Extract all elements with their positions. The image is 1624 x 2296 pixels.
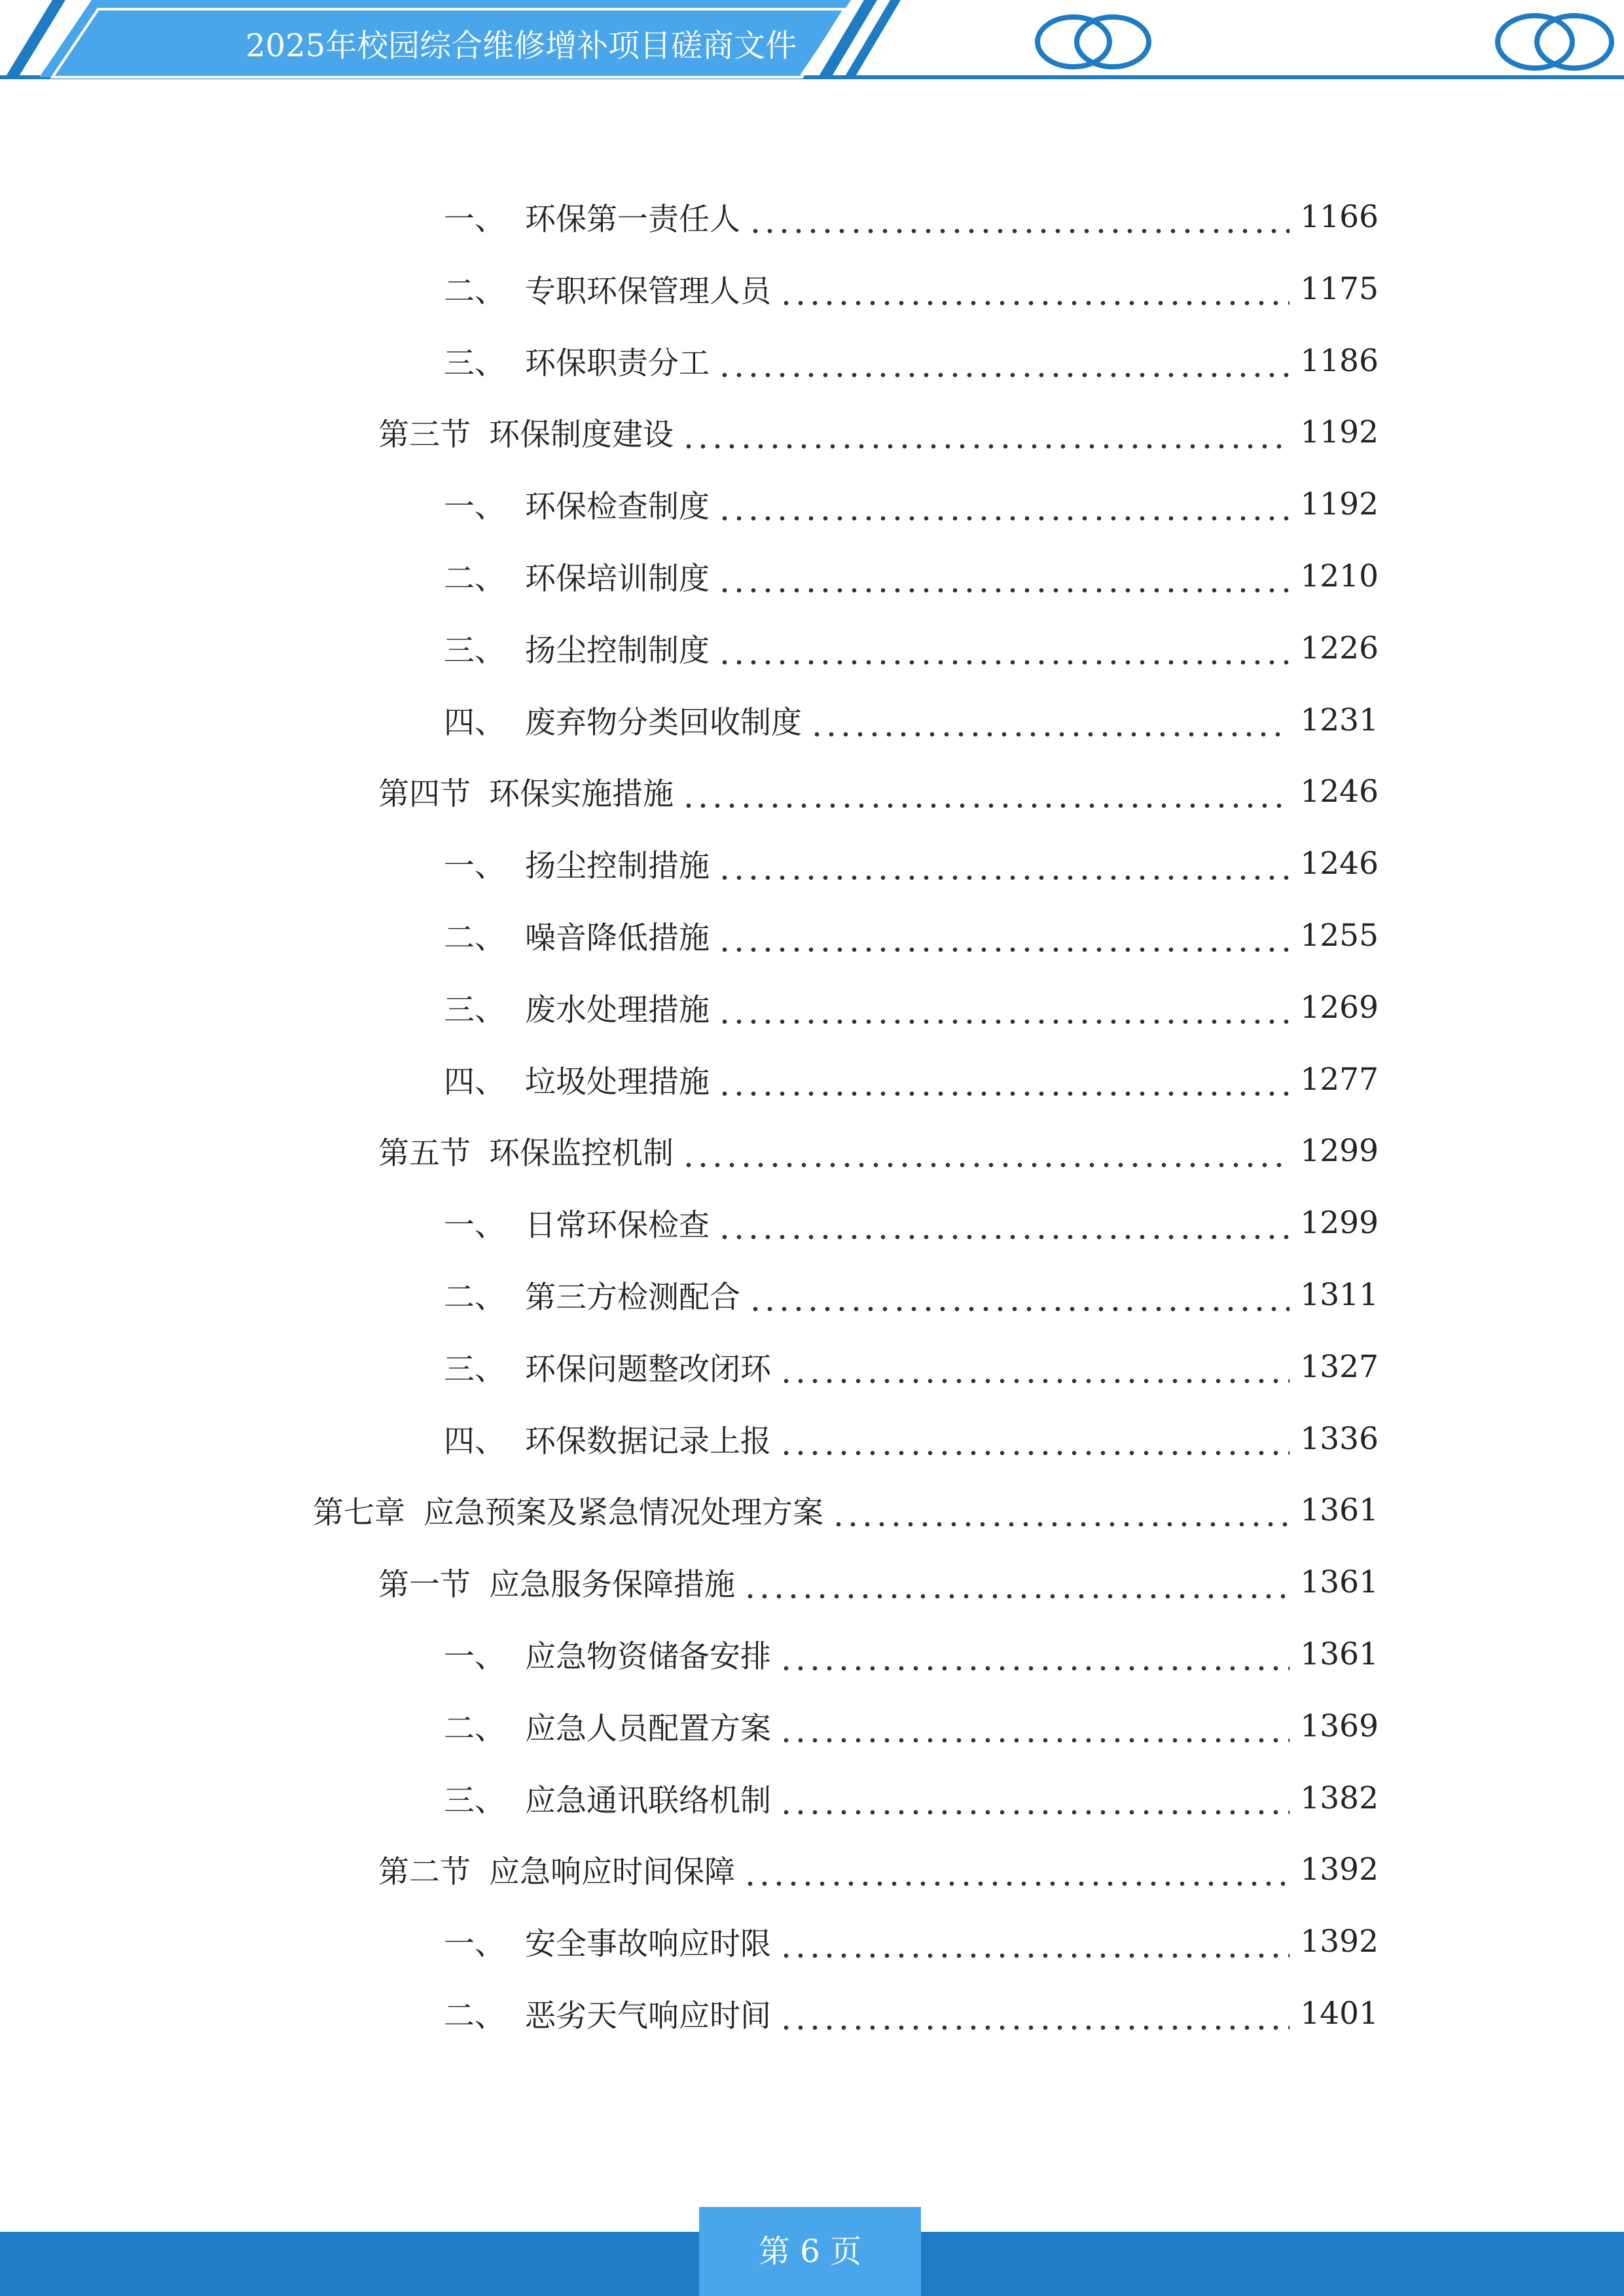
toc-entry-page: 1392 [1300, 1923, 1379, 1960]
toc-entry-page: 1231 [1300, 702, 1379, 738]
dot-leader [717, 912, 1290, 958]
toc-entry[interactable] [444, 1344, 1379, 1390]
toc-entry[interactable] [378, 768, 1379, 814]
toc-entry-title: 环保问题整改闭环 [525, 1351, 771, 1388]
toc-entry-page: 1255 [1300, 917, 1379, 954]
toc-entry-page: 1327 [1300, 1348, 1379, 1385]
toc-entry-page: 1192 [1300, 486, 1379, 522]
document-title: 2025年校园综合维修增补项目磋商文件 [245, 27, 797, 64]
toc-entry-number: 一、 [444, 488, 505, 525]
toc-entry-number: 第五节 [378, 1135, 471, 1172]
toc-entry-title: 日常环保检查 [525, 1207, 710, 1244]
dot-leader [779, 1416, 1290, 1462]
toc-entry[interactable] [444, 1272, 1379, 1318]
toc-entry-number: 一、 [444, 201, 505, 238]
toc-entry-number: 第一节 [378, 1566, 471, 1603]
toc-entry-title: 环保数据记录上报 [525, 1423, 771, 1460]
toc-entry-number: 三、 [444, 1782, 505, 1819]
toc-entry-page: 1277 [1300, 1061, 1379, 1098]
dot-leader [779, 1703, 1290, 1749]
page-number: 第 6 页 [758, 2233, 862, 2270]
toc-entry-title: 环保检查制度 [525, 488, 710, 525]
toc-entry[interactable] [444, 625, 1379, 671]
toc-entry[interactable] [444, 338, 1379, 384]
toc-entry[interactable] [444, 553, 1379, 599]
dot-leader [717, 840, 1290, 886]
toc-entry-title: 噪音降低措施 [525, 920, 710, 956]
dot-leader [743, 1846, 1290, 1892]
toc-entry-number: 三、 [444, 345, 505, 382]
toc-entry[interactable] [378, 409, 1379, 455]
dot-leader [779, 266, 1290, 312]
toc-entry-number: 二、 [444, 273, 505, 310]
dot-leader [748, 1272, 1290, 1318]
double-circle-logo-icon [1498, 16, 1612, 68]
dot-leader [743, 1559, 1290, 1605]
dot-leader [717, 481, 1290, 527]
toc-entry-number: 一、 [444, 1207, 505, 1244]
dot-leader [831, 1487, 1290, 1533]
toc-entry-page: 1361 [1300, 1636, 1379, 1672]
toc-entry-title: 环保实施措施 [489, 776, 674, 812]
toc-entry-number: 第四节 [378, 776, 471, 812]
toc-entry[interactable] [444, 194, 1379, 240]
toc-entry-page: 1311 [1300, 1276, 1379, 1313]
toc-entry-page: 1186 [1300, 342, 1379, 379]
dot-leader [717, 1056, 1290, 1102]
dot-leader [717, 625, 1290, 671]
toc-entry-page: 1226 [1300, 630, 1379, 666]
dot-leader [681, 1128, 1290, 1174]
toc-entry-title: 应急人员配置方案 [525, 1710, 771, 1747]
toc-entry-title: 废水处理措施 [525, 992, 710, 1028]
toc-entry-number: 二、 [444, 1998, 505, 2034]
toc-entry[interactable] [444, 1775, 1379, 1821]
toc-entry[interactable] [444, 840, 1379, 886]
toc-entry-number: 一、 [444, 1926, 505, 1962]
toc-entry-number: 二、 [444, 920, 505, 956]
toc-entry[interactable] [444, 481, 1379, 527]
toc-entry-page: 1382 [1300, 1780, 1379, 1816]
toc-entry[interactable] [444, 912, 1379, 958]
toc-entry-title: 垃圾处理措施 [525, 1064, 710, 1100]
toc-entry-number: 一、 [444, 1638, 505, 1675]
toc-entry-title: 应急通讯联络机制 [525, 1782, 771, 1819]
toc-entry-title: 环保监控机制 [489, 1135, 674, 1172]
toc-entry[interactable] [378, 1128, 1379, 1174]
toc-entry-title: 应急预案及紧急情况处理方案 [424, 1494, 823, 1531]
dot-leader [779, 1990, 1290, 2036]
toc-entry-title: 废弃物分类回收制度 [525, 704, 802, 741]
toc-entry-number: 第七章 [313, 1494, 405, 1531]
toc-entry-number: 二、 [444, 560, 505, 597]
dot-leader [810, 697, 1290, 743]
dot-leader [779, 1631, 1290, 1677]
dot-leader [779, 1344, 1290, 1390]
dot-leader [779, 1918, 1290, 1964]
toc-entry-page: 1192 [1300, 414, 1379, 450]
toc-entry-page: 1299 [1300, 1132, 1379, 1169]
toc-entry-number: 四、 [444, 1423, 505, 1460]
page-header [0, 0, 1624, 85]
toc-entry[interactable] [444, 1631, 1379, 1677]
toc-entry-title: 第三方检测配合 [525, 1279, 740, 1316]
toc-entry-number: 三、 [444, 632, 505, 669]
toc-entry-number: 四、 [444, 704, 505, 741]
toc-entry[interactable] [444, 266, 1379, 312]
toc-entry-title: 专职环保管理人员 [525, 273, 771, 310]
toc-entry[interactable] [444, 1056, 1379, 1102]
toc-entry-page: 1361 [1300, 1564, 1379, 1600]
toc-entry[interactable] [444, 1200, 1379, 1246]
toc-entry-number: 三、 [444, 1351, 505, 1388]
toc-entry-page: 1246 [1300, 845, 1379, 882]
toc-entry-page: 1369 [1300, 1708, 1379, 1744]
toc-entry[interactable] [444, 1990, 1379, 2036]
toc-entry[interactable] [444, 984, 1379, 1030]
toc-entry-page: 1392 [1300, 1851, 1379, 1888]
dot-leader [717, 984, 1290, 1030]
toc-entry-number: 二、 [444, 1279, 505, 1316]
toc-entry[interactable] [313, 1487, 1379, 1533]
dot-leader [748, 194, 1290, 240]
toc-entry[interactable] [444, 1918, 1379, 1964]
dot-leader [681, 409, 1290, 455]
toc-entry-title: 环保培训制度 [525, 560, 710, 597]
toc-entry-page: 1166 [1300, 198, 1379, 235]
toc-entry-title: 安全事故响应时限 [525, 1926, 771, 1962]
toc-entry-page: 1361 [1300, 1492, 1379, 1528]
toc-entry[interactable] [378, 1846, 1379, 1892]
toc-entry[interactable] [444, 1703, 1379, 1749]
toc-entry-title: 环保第一责任人 [525, 201, 740, 238]
dot-leader [717, 338, 1290, 384]
toc-entry-title: 环保制度建设 [489, 416, 674, 453]
toc-entry-title: 恶劣天气响应时间 [525, 1998, 771, 2034]
toc-entry-title: 扬尘控制制度 [525, 632, 710, 669]
toc-entry[interactable] [444, 1416, 1379, 1462]
toc-entry-page: 1299 [1300, 1204, 1379, 1241]
toc-entry-page: 1210 [1300, 558, 1379, 594]
toc-entry-title: 应急物资储备安排 [525, 1638, 771, 1675]
toc-entry-title: 应急响应时间保障 [489, 1854, 735, 1890]
double-circle-logo-icon [1038, 17, 1149, 67]
toc-entry[interactable] [378, 1559, 1379, 1605]
toc-entry-title: 环保职责分工 [525, 345, 710, 382]
toc-entry-number: 第二节 [378, 1854, 471, 1890]
toc-entry-number: 二、 [444, 1710, 505, 1747]
dot-leader [717, 1200, 1290, 1246]
toc-entry-number: 第三节 [378, 416, 471, 453]
toc-entry-title: 扬尘控制措施 [525, 848, 710, 884]
toc-entry-title: 应急服务保障措施 [489, 1566, 735, 1603]
toc-entry-page: 1269 [1300, 989, 1379, 1026]
toc-entry-page: 1401 [1300, 1995, 1379, 2032]
toc-entry-page: 1175 [1300, 270, 1379, 307]
toc-entry-number: 四、 [444, 1064, 505, 1100]
toc-entry-number: 一、 [444, 848, 505, 884]
dot-leader [681, 768, 1290, 814]
dot-leader [717, 553, 1290, 599]
dot-leader [779, 1775, 1290, 1821]
toc-entry-number: 三、 [444, 992, 505, 1028]
header-decoration [0, 0, 1624, 85]
toc-entry-page: 1246 [1300, 773, 1379, 810]
toc-entry-page: 1336 [1300, 1420, 1379, 1457]
toc-entry[interactable] [444, 697, 1379, 743]
